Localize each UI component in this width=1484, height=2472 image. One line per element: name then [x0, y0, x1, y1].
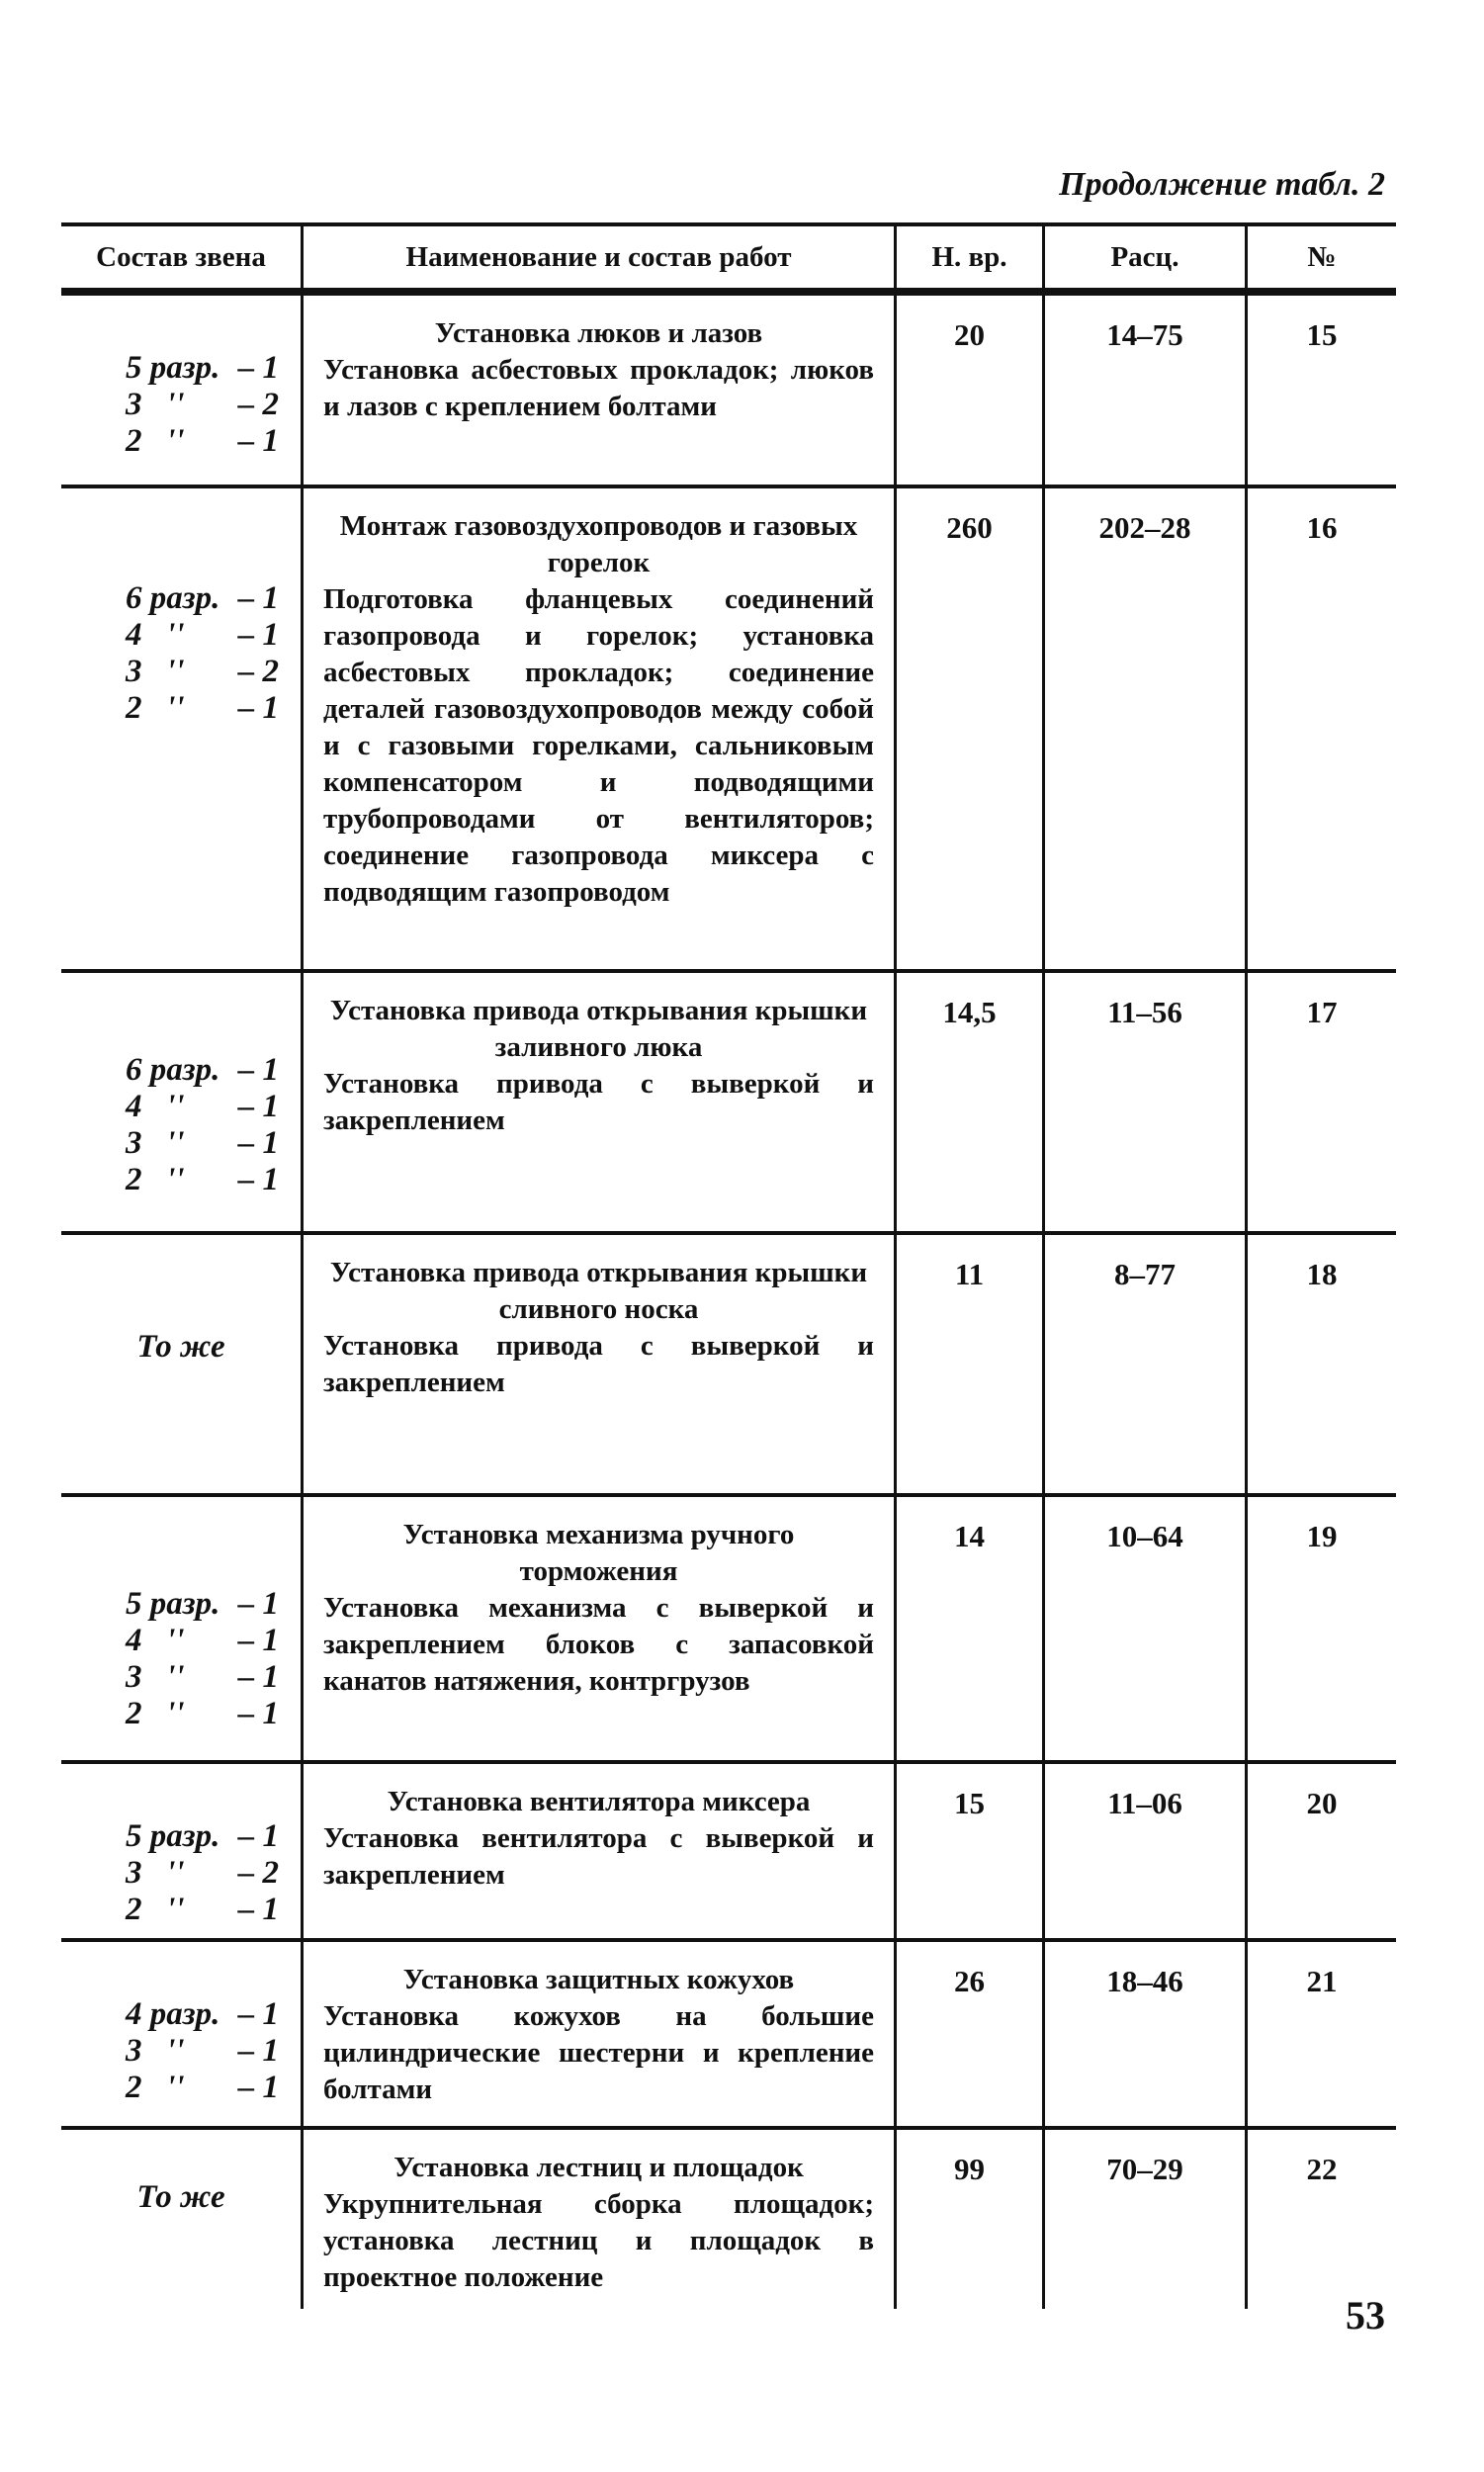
header-work: Наименование и состав работ	[304, 226, 897, 288]
table-row	[61, 485, 1396, 969]
crew-cell	[61, 296, 304, 485]
work-title: Установка механизма ручного торможения	[402, 1519, 795, 1587]
crew-line: 3 '' – 2	[126, 654, 279, 689]
rate: 11–06	[1045, 1764, 1248, 1938]
crew-line: 2 '' – 1	[126, 1892, 279, 1927]
crew-line: 3 '' – 1	[126, 1125, 279, 1161]
rate: 14–75	[1045, 296, 1248, 485]
table-row	[61, 969, 1396, 1231]
crew-cell	[61, 1764, 304, 1938]
rate: 18–46	[1045, 1942, 1248, 2126]
crew-cell	[61, 488, 304, 969]
norm-time: 14,5	[897, 973, 1045, 1231]
work-title: Установка защитных кожухов	[402, 1964, 795, 1995]
header-crew: Состав звена	[61, 226, 304, 288]
crew-cell	[61, 973, 304, 1231]
rate: 10–64	[1045, 1497, 1248, 1760]
crew-line: 5 разр. – 1	[126, 1818, 279, 1854]
item-number: 19	[1306, 1519, 1338, 1553]
work-title: Установка лестниц и площадок	[393, 2152, 804, 2183]
crew-line: 5 разр. – 1	[126, 350, 279, 386]
crew-line: 2 '' – 1	[126, 2070, 279, 2105]
work-description: Установка привода с выверкой и закреплением	[323, 1330, 874, 1398]
work-description: Подготовка фланцевых соединений газопровода и горелок; установка асбестовых прокладок; соединение деталей газовоздухопроводов между собой и с газовыми горелками, сальниковым компенсатором и подводящими трубопроводами от вентиляторов; соединение газопровода миксера с подводящим газопроводом	[323, 583, 874, 908]
work-title: Установка привода открывания крышки сливного носка	[329, 1257, 868, 1325]
work-cell	[304, 488, 897, 969]
crew-line: 6 разр. – 1	[126, 1052, 279, 1088]
norm-time: 99	[897, 2130, 1045, 2309]
work-cell	[304, 2130, 897, 2309]
item-number: 16	[1306, 510, 1338, 545]
crew-cell	[61, 1942, 304, 2126]
table-row	[61, 1493, 1396, 1760]
norm-time: 26	[897, 1942, 1045, 2126]
header-norm: Н. вр.	[897, 226, 1045, 288]
header-number: №	[1307, 240, 1337, 273]
crew-cell-same: То же	[61, 2130, 304, 2309]
work-title: Установка люков и лазов	[434, 317, 763, 349]
item-number: 15	[1306, 317, 1338, 352]
page-number: 53	[1346, 2293, 1385, 2338]
item-number: 22	[1306, 2152, 1338, 2186]
work-cell	[304, 1235, 897, 1493]
rate: 202–28	[1045, 488, 1248, 969]
item-number: 20	[1306, 1786, 1338, 1820]
rate: 70–29	[1045, 2130, 1248, 2309]
table-row	[61, 2126, 1396, 2309]
crew-cell	[61, 1497, 304, 1760]
work-description: Установка вентилятора с выверкой и закреплением	[323, 1822, 874, 1891]
crew-line: 2 '' – 1	[126, 1162, 279, 1197]
crew-line: 4 '' – 1	[126, 1089, 279, 1124]
crew-line: 2 '' – 1	[126, 690, 279, 726]
crew-line: 4 '' – 1	[126, 617, 279, 653]
norm-time: 20	[897, 296, 1045, 485]
crew-line: 3 '' – 2	[126, 387, 279, 422]
work-title: Установка вентилятора миксера	[387, 1786, 811, 1817]
crew-line: 3 '' – 1	[126, 1659, 279, 1695]
work-cell	[304, 1942, 897, 2126]
table-continuation-caption: Продолжение табл. 2	[1059, 166, 1385, 203]
work-description: Установка асбестовых прокладок; люков и лазов с креплением болтами	[323, 354, 874, 422]
work-cell	[304, 973, 897, 1231]
item-number: 17	[1306, 995, 1338, 1029]
work-description: Установка кожухов на большие цилиндрические шестерни и крепление болтами	[323, 2000, 874, 2105]
crew-line: 6 разр. – 1	[126, 580, 279, 616]
crew-line: 2 '' – 1	[126, 1696, 279, 1731]
norm-time: 11	[897, 1235, 1045, 1493]
norm-time: 14	[897, 1497, 1045, 1760]
item-number: 21	[1306, 1964, 1338, 1998]
crew-line: 2 '' – 1	[126, 423, 279, 459]
table-header	[61, 222, 1396, 292]
header-rate: Расц.	[1045, 226, 1248, 288]
rate: 11–56	[1045, 973, 1248, 1231]
work-description: Установка привода с выверкой и закреплением	[323, 1068, 874, 1136]
work-description: Установка механизма с выверкой и закреплением блоков с запасовкой канатов натяжения, контргрузов	[323, 1592, 874, 1697]
table-row	[61, 1760, 1396, 1938]
crew-line: 5 разр. – 1	[126, 1586, 279, 1622]
norm-time: 15	[897, 1764, 1045, 1938]
crew-line: 4 разр. – 1	[126, 1996, 279, 2032]
norms-table	[61, 222, 1396, 2309]
table-row	[61, 292, 1396, 485]
item-number: 18	[1306, 1257, 1338, 1291]
rate: 8–77	[1045, 1235, 1248, 1493]
norm-time: 260	[897, 488, 1045, 969]
table-row	[61, 1938, 1396, 2126]
work-title: Монтаж газовоздухопроводов и газовых горелок	[339, 510, 858, 578]
work-description: Укрупнительная сборка площадок; установка лестниц и площадок в проектное положение	[323, 2188, 874, 2293]
crew-cell-same: То же	[61, 1235, 304, 1493]
work-cell	[304, 1764, 897, 1938]
work-cell	[304, 296, 897, 485]
crew-line: 3 '' – 2	[126, 1855, 279, 1891]
table-row	[61, 1231, 1396, 1493]
crew-line: 4 '' – 1	[126, 1623, 279, 1658]
work-cell	[304, 1497, 897, 1760]
crew-line: 3 '' – 1	[126, 2033, 279, 2069]
work-title: Установка привода открывания крышки заливного люка	[329, 995, 868, 1063]
